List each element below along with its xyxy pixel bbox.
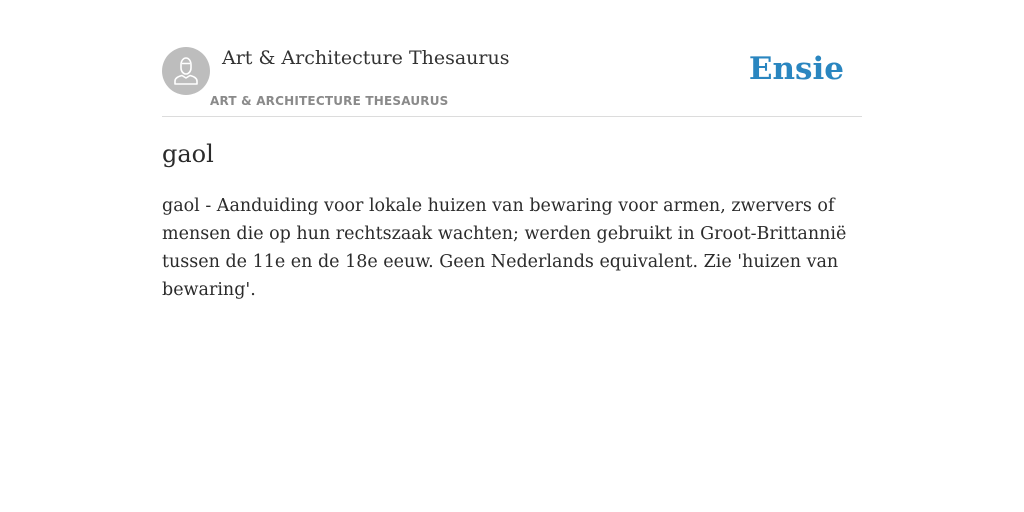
entry-header	[162, 0, 862, 117]
term-definition: gaol - Aanduiding voor lokale huizen van bewaring voor armen, zwervers of mensen die op hun rechtszaak wachten; werden gebruikt in Groot-Brittannië tussen de 11e en de 18e eeuw. Geen Nederlands equivalent. Zie 'huizen van bewaring'.	[162, 196, 847, 300]
user-silhouette-icon	[162, 47, 210, 95]
avatar[interactable]	[162, 47, 210, 95]
ensie-logo[interactable]: Ensie	[748, 51, 844, 87]
author-name[interactable]: Art & Architecture Thesaurus	[222, 47, 510, 69]
term-title: gaol	[162, 140, 214, 168]
author-subtitle: ART & ARCHITECTURE THESAURUS	[210, 94, 449, 108]
page-container	[162, 0, 862, 512]
